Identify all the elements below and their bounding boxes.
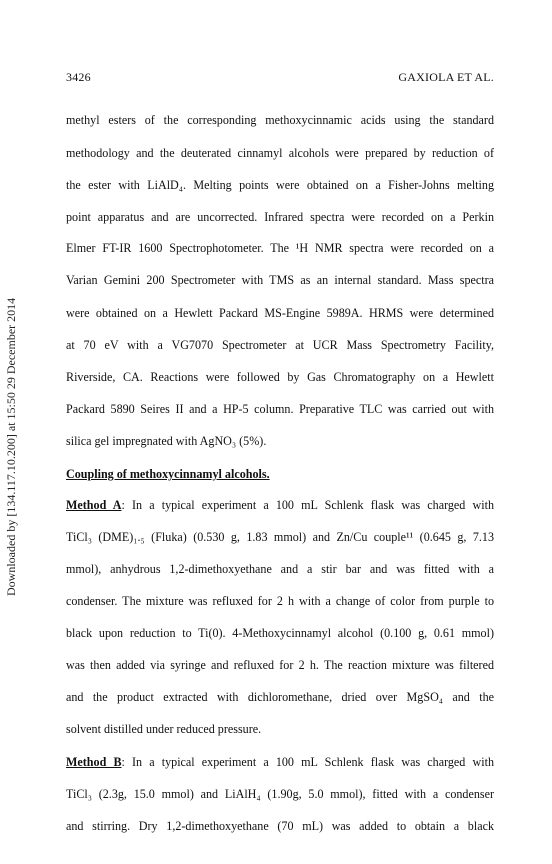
method-a-text: : In a typical experiment a 100 mL Schlenk flask was charged with xyxy=(121,498,494,512)
page-header xyxy=(66,70,494,86)
body-line: condenser. The mixture was refluxed for 2 h with a change of color from purple to xyxy=(66,594,494,608)
body-line: were obtained on a Hewlett Packard MS-Engine 5989A. HRMS were determined xyxy=(66,306,494,320)
body-line: TiCl₃ (DME)₁.₅ (Fluka) (0.530 g, 1.83 mmol) and Zn/Cu couple¹¹ (0.645 g, 7.13 xyxy=(66,530,494,544)
method-b-text: : In a typical experiment a 100 mL Schlenk flask was charged with xyxy=(121,755,494,769)
body-line: silica gel impregnated with AgNO₃ (5%). xyxy=(66,434,267,448)
method-a-first-line xyxy=(66,496,494,514)
body-line: Varian Gemini 200 Spectrometer with TMS as an internal standard. Mass spectra xyxy=(66,273,494,287)
body-line: methodology and the deuterated cinnamyl alcohols were prepared by reduction of xyxy=(66,146,494,160)
body-line: and stirring. Dry 1,2-dimethoxyethane (70 mL) was added to obtain a black xyxy=(66,819,494,833)
running-head: GAXIOLA ET AL. xyxy=(398,70,494,84)
body-line: the ester with LiAlD₄. Melting points were obtained on a Fisher-Johns melting xyxy=(66,178,494,192)
body-line: was then added via syringe and refluxed for 2 h. The reaction mixture was filtered xyxy=(66,658,494,672)
body-line: point apparatus and are uncorrected. Infrared spectra were recorded on a Perkin xyxy=(66,210,494,224)
method-b-label: Method B xyxy=(66,755,122,769)
method-b-first-line xyxy=(66,753,494,771)
page-number: 3426 xyxy=(66,70,91,84)
body-line: at 70 eV with a VG7070 Spectrometer at UCR Mass Spectrometry Facility, xyxy=(66,338,494,352)
body-line: Riverside, CA. Reactions were followed by Gas Chromatography on a Hewlett xyxy=(66,370,494,384)
body-line: and the product extracted with dichloromethane, dried over MgSO₄ and the xyxy=(66,690,494,704)
body-line: Elmer FT-IR 1600 Spectrophotometer. The ¹H NMR spectra were recorded on a xyxy=(66,241,494,255)
body-line: mmol), anhydrous 1,2-dimethoxyethane and a stir bar and was fitted with a xyxy=(66,562,494,576)
body-line: black upon reduction to Ti(0). 4-Methoxycinnamyl alcohol (0.100 g, 0.61 mmol) xyxy=(66,626,494,640)
body-line: Packard 5890 Seires II and a HP-5 column. Preparative TLC was carried out with xyxy=(66,402,494,416)
method-a-label: Method A xyxy=(66,498,122,512)
body-line: TiCl₃ (2.3g, 15.0 mmol) and LiAlH₄ (1.90g, 5.0 mmol), fitted with a condenser xyxy=(66,787,494,801)
download-watermark: Downloaded by [134.117.10.200] at 15:50 29 December 2014 xyxy=(4,297,18,596)
section-heading: Coupling of methoxycinnamyl alcohols. xyxy=(66,467,270,481)
body-line: solvent distilled under reduced pressure. xyxy=(66,722,262,736)
body-line: methyl esters of the corresponding methoxycinnamic acids using the standard xyxy=(66,113,494,127)
